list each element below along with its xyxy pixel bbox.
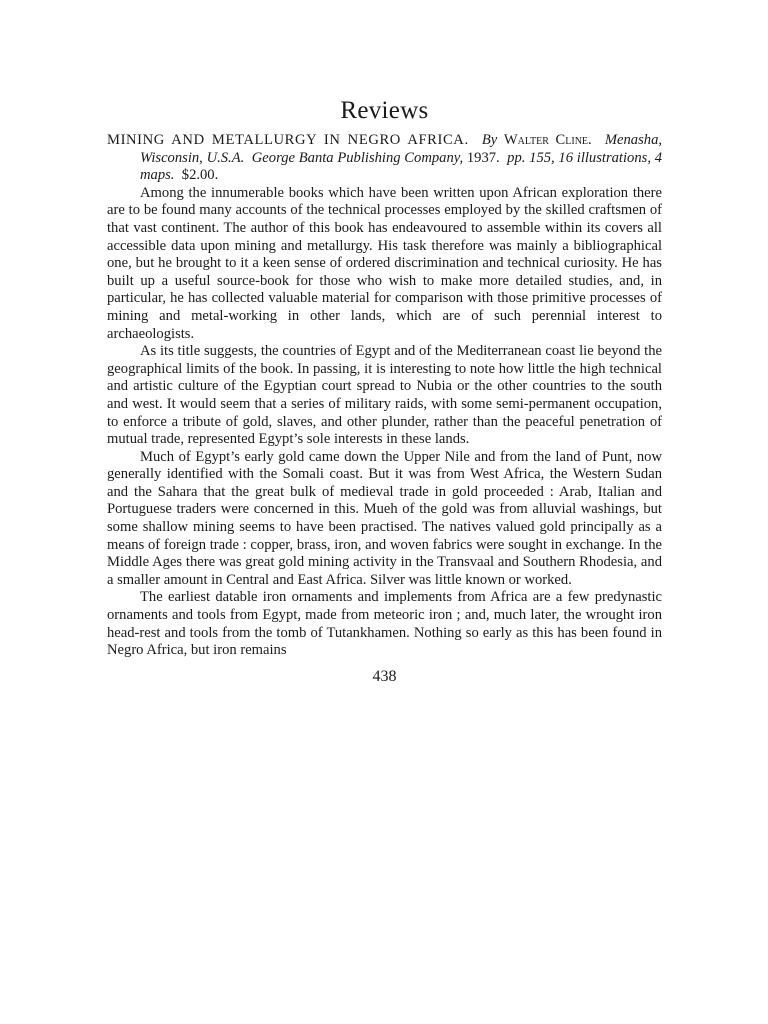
- book-author: Walter Cline.: [503, 132, 592, 148]
- publisher: George Banta Publishing Company,: [251, 149, 464, 166]
- page-number: 438: [372, 667, 397, 685]
- section-title: Reviews: [340, 97, 429, 124]
- page-count: pp. 155, 16 illustrations, 4 maps.: [140, 149, 663, 184]
- journal-page: [107, 94, 662, 687]
- publication-year: 1937.: [466, 149, 500, 166]
- book-price: $2.00.: [181, 167, 219, 184]
- book-citation: [107, 132, 662, 185]
- review-paragraph-2: As its title suggests, the countries of Egypt and of the Mediterranean coast lie beyond the geographical limits of the book. In passing, it is interesting to note how little the high technical and artistic culture of the Egyptian court spread to Nubia or the other countries to the south and west. It would seem that a series of military raids, with some semi-permanent occupation, to enforce a tribute of gold, slaves, and other plunder, rather than the peaceful penetration of mutual trade, represented Egypt’s sole interests in these lands.: [107, 343, 662, 448]
- book-title: MINING AND METALLURGY IN NEGRO AFRICA.: [107, 132, 469, 148]
- review-paragraph-1: Among the innumerable books which have been written upon African exploration there are to be found many accounts of the technical processes employed by the skilled craftsmen of that vast continent. The author of this book has endeavoured to assemble within its covers all accessible data upon mining and metallurgy. His task therefore was mainly a bibliographical one, but he brought to it a keen sense of ordered discrimination and technical curiosity. He has built up a useful source-book for those who wish to make more detailed studies, and, in particular, he has collected valuable material for comparison with those primitive processes of mining and metal-working in other lands, which are of such perennial interest to archaeologists.: [107, 184, 662, 342]
- publication-place: Menasha, Wisconsin, U.S.A.: [140, 132, 663, 166]
- review-paragraph-4: The earliest datable iron ornaments and implements from Africa are a few predynastic ornaments and tools from Egypt, made from meteoric iron ; and, much later, the wrought iron head-rest and tools from the tomb of Tutankhamen. Nothing so early as this has been found in Negro Africa, but iron remains: [107, 589, 662, 659]
- review-paragraph-3: Much of Egypt’s early gold came down the Upper Nile and from the land of Punt, now generally identified with the Somali coast. But it was from West Africa, the Western Sudan and the Sahara that the great bulk of medieval trade in gold proceeded : Arab, Italian and Portuguese traders were concerned in this. Mueh of the gold was from alluvial washings, but some shallow mining seems to have been practised. The natives valued gold principally as a means of foreign trade : copper, brass, iron, and woven fabrics were sought in exchange. In the Middle Ages there was great gold mining activity in the Transvaal and Southern Rhodesia, and a smaller amount in Central and East Africa. Silver was little known or worked.: [107, 448, 662, 588]
- citation-by: By: [481, 132, 498, 148]
